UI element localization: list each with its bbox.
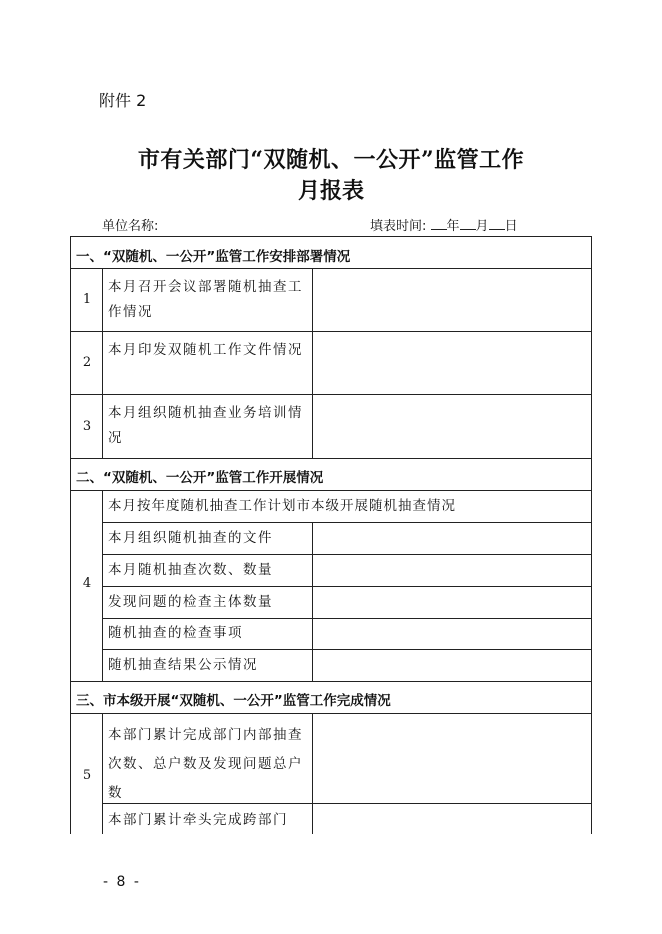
section-heading: 三、市本级开展“双随机、一公开”监管工作完成情况 <box>76 693 391 709</box>
row-label: 本月组织随机抽查的文件 <box>108 530 273 546</box>
row-label: 本月按年度随机抽查工作计划市本级开展随机抽查情况 <box>108 498 456 514</box>
table-line <box>70 236 592 237</box>
row-label: 随机抽查的检查事项 <box>108 625 243 641</box>
table-line <box>70 490 592 491</box>
page-title: 市有关部门“双随机、一公开”监管工作 <box>137 147 525 173</box>
table-line <box>102 713 103 834</box>
table-line <box>70 681 592 682</box>
row-label: 随机抽查结果公示情况 <box>108 657 258 673</box>
table-line <box>312 522 313 681</box>
table-line <box>312 268 313 458</box>
row-label: 本月随机抽查次数、数量 <box>108 562 273 578</box>
table-line <box>102 554 592 555</box>
table-line <box>312 713 313 834</box>
month-blank <box>460 217 476 230</box>
attachment-label: 附件 2 <box>99 91 147 110</box>
table-line <box>70 236 71 834</box>
row-number: 2 <box>82 355 92 370</box>
row-label: 发现问题的检查主体数量 <box>108 594 273 610</box>
row-number: 4 <box>82 576 92 591</box>
table-line <box>102 268 103 458</box>
table-line <box>591 236 592 834</box>
table-line <box>70 331 592 332</box>
section-heading: 二、“双随机、一公开”监管工作开展情况 <box>76 470 324 486</box>
page-subtitle: 月报表 <box>297 178 364 204</box>
day-blank <box>489 217 505 230</box>
year-blank <box>431 217 447 230</box>
table-line <box>70 713 592 714</box>
table-line <box>70 458 592 459</box>
row-number: 5 <box>82 768 92 783</box>
table-line <box>102 522 592 523</box>
row-label: 本部门累计完成部门内部抽查次数、总户数及发现问题总户数 <box>108 727 303 801</box>
table-line <box>102 586 592 587</box>
table-line <box>102 649 592 650</box>
table-line <box>102 618 592 619</box>
month-label: 月 <box>475 219 489 234</box>
page-number: - 8 - <box>103 874 141 890</box>
table-line <box>70 394 592 395</box>
year-label: 年 <box>446 219 460 234</box>
row-label: 本部门累计牵头完成跨部门 <box>108 812 288 828</box>
section-heading: 一、“双随机、一公开”监管工作安排部署情况 <box>76 249 351 265</box>
row-number: 1 <box>82 292 92 307</box>
row-label: 本月召开会议部署随机抽查工作情况 <box>108 279 303 320</box>
row-label: 本月组织随机抽查业务培训情况 <box>108 405 303 446</box>
table-line <box>70 268 592 269</box>
fill-date <box>370 215 518 234</box>
fill-time-label: 填表时间: <box>370 219 427 234</box>
unit-name-label: 单位名称: <box>102 219 159 234</box>
table-line <box>102 490 103 681</box>
row-number: 3 <box>82 419 92 434</box>
day-label: 日 <box>504 219 518 234</box>
row-label: 本月印发双随机工作文件情况 <box>108 342 303 358</box>
